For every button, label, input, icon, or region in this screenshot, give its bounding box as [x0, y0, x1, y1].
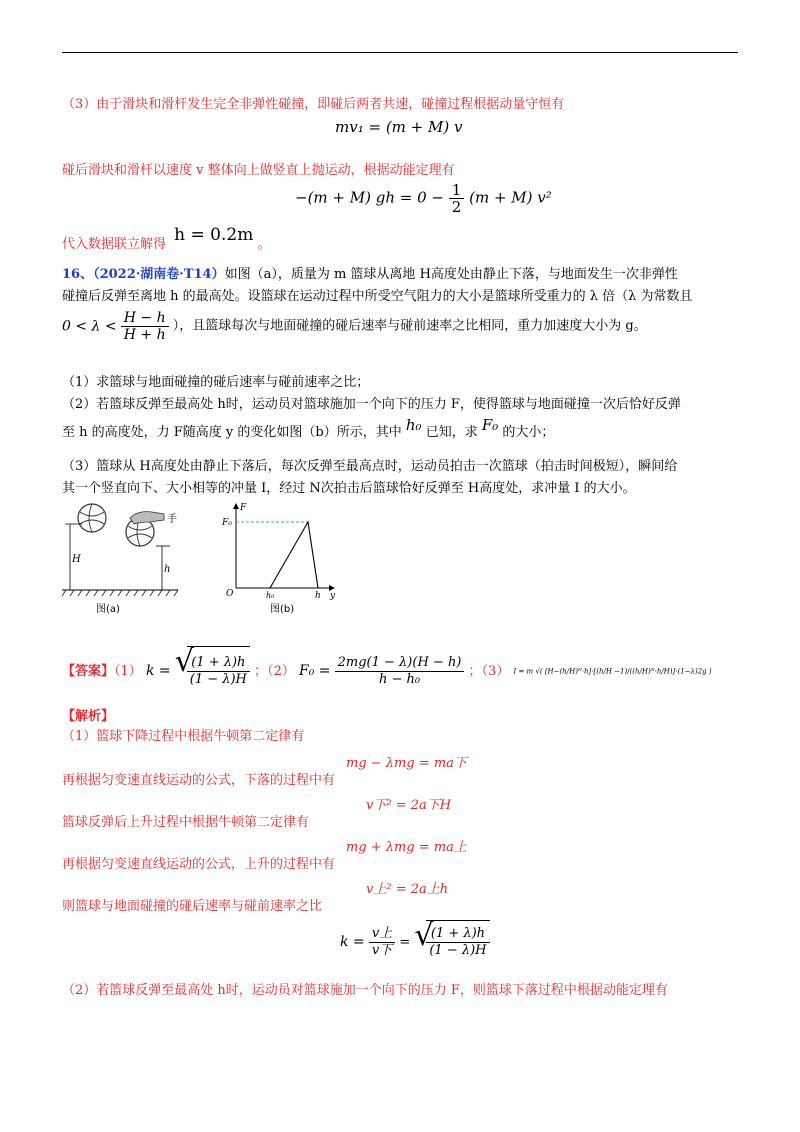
analysis-s3	[62, 812, 738, 834]
answer-p2: （2）	[267, 664, 295, 679]
force-curve	[270, 522, 318, 588]
label-h0: h₀	[266, 591, 275, 600]
figure-b	[220, 500, 350, 620]
label-y: y	[330, 591, 336, 601]
answer-tag: 【答案】	[62, 664, 115, 679]
prev-eq-momentum	[335, 118, 462, 136]
analysis-s2	[62, 770, 738, 792]
answer-F0-n: 2mg(1 − λ)(H − h)	[335, 655, 465, 672]
analysis-s6	[62, 980, 738, 1002]
basketball-icon	[78, 504, 106, 532]
analysis-s1	[62, 726, 738, 748]
analysis-k-eq: =	[399, 935, 411, 950]
part3-prev-eq1: mv₁ = (m + M) v	[335, 118, 463, 136]
question-2a	[62, 394, 738, 416]
prev-part3-line3	[62, 225, 738, 256]
analysis-k-left: k =	[340, 934, 365, 950]
problem-q2b-F0: F₀	[481, 416, 499, 434]
analysis-e3: mg + λmg = ma上	[346, 840, 467, 855]
problem-stem3: ），且篮球每次与地面碰撞的碰后速率与碰前速率之比相同，重力加速度大小为 g。	[172, 318, 647, 334]
question-3b	[62, 478, 738, 500]
label-O: O	[226, 589, 234, 599]
problem-cond-n: H − h	[121, 310, 169, 327]
problem-cond-d: H + h	[123, 327, 166, 343]
answer-p3: （3）	[481, 664, 510, 679]
answer-F0-left: F₀ =	[298, 663, 331, 679]
answer-p1: （1）	[114, 664, 142, 679]
analysis-s6: （2）若篮球反弹至最高处 h时，运动员对篮球施加一个向下的压力 F，则篮球下落过程中根据动能定理有	[62, 983, 668, 998]
part3-prev-line1: （3）由于滑块和滑杆发生完全非弹性碰撞，即碰后两者共速，碰撞过程根据动量守恒有	[62, 97, 565, 112]
analysis-s1: （1）篮球下降过程中根据牛顿第二定律有	[62, 729, 305, 744]
analysis-k-ratio: k = $\frac{\text{v上}}{\text{v下}}$ = √ $\frac{(1 + \lambda)h}{(1 - \lambda)H}$	[340, 920, 490, 964]
answer-k-left: k =	[145, 663, 171, 679]
analysis-e4: v上² = 2a上h	[366, 882, 449, 897]
problem-cond-left: 0 < λ <	[62, 318, 117, 335]
label-H: H	[72, 554, 81, 565]
problem-q3a: （3）篮球从 H高度处由静止下落后，每次反弹至最高点时，运动员拍击一次篮球（拍击时间极短），瞬间给	[62, 459, 678, 474]
prev-result: h = 0.2m	[174, 225, 254, 245]
analysis-e1	[346, 752, 467, 771]
answer-k-n: (1 + λ)h	[187, 655, 250, 672]
part3-prev-eq2-frac-d: 2	[451, 198, 462, 216]
part3-prev-eq2-frac-n: 1	[449, 182, 465, 199]
header-rule	[62, 52, 738, 53]
analysis-k-v-d: v下	[371, 943, 393, 958]
question-2b	[62, 416, 738, 444]
problem-stem-line3	[62, 310, 738, 354]
label-F0: F₀	[222, 518, 232, 528]
figure-a	[60, 500, 190, 620]
analysis-e3	[346, 836, 467, 855]
analysis-s5: 则篮球与地面碰撞的碰后速率与碰前速率之比	[62, 899, 323, 914]
figure-a-caption: 图(a)	[96, 604, 120, 615]
label-F: F	[240, 503, 247, 513]
analysis-e4	[366, 878, 448, 897]
analysis-s4	[62, 854, 738, 876]
part3-prev-line2: 碰后滑块和滑杆以速度 v 整体向上做竖直上抛运动，根据动能定理有	[62, 163, 455, 178]
problem-q2a: （2）若篮球反弹至最高处 h时，运动员对篮球施加一个向下的压力 F，使得篮球与地面碰撞一次后恰好反弹	[62, 397, 681, 412]
part3-prev-line3: 代入数据联立解得	[62, 237, 167, 252]
part3-prev-result-end: 。	[257, 237, 271, 252]
answer-sep2: ；	[468, 664, 482, 679]
question-1	[62, 372, 738, 394]
problem-stem-line2	[62, 286, 738, 308]
label-h-axis: h	[315, 591, 321, 601]
prev-part3-line2	[62, 160, 738, 182]
ground-hatch	[62, 590, 178, 596]
basketball-with-hand-icon	[126, 512, 164, 546]
answer-k-d: (1 − λ)H	[189, 672, 247, 687]
problem-source: （2022·湖南卷·T14）	[93, 267, 225, 282]
problem-q1: （1）求篮球与地面碰撞的碰后速率与碰前速率之比；	[62, 375, 370, 390]
part3-prev-eq2-left: −(m + M) gh = 0 −	[295, 188, 444, 207]
question-3a	[62, 456, 738, 478]
problem-q3b: 其一个竖直向下、大小相等的冲量 I，经过 N次拍击后篮球恰好反弹至 H高度处，求冲量 I 的大小。	[62, 481, 636, 496]
answer-F0-d: h − h₀	[378, 672, 421, 687]
analysis-s4: 再根据匀变速直线运动的公式，上升的过程中有	[62, 857, 336, 872]
analysis-k-n: (1 + λ)h	[426, 926, 489, 943]
analysis-s5	[62, 896, 738, 918]
problem-stem-line1	[62, 264, 738, 286]
prev-eq-energy	[295, 182, 552, 215]
analysis-e2: v下² = 2a下H	[366, 798, 452, 813]
answer-line: 【答案】（1） k = √ $\frac{(1 + \lambda)h}{(1 - \lambda)H}$ ；（2） F₀ = $\frac{2mg(1 - \lambda)(H - h)}{\text{h − h₀}}$ ；（3） I = m √( [H−(h/H)ᴺ·h]·[(h/H −1)/((h/H)ᴺ·h/H)]·(1−λ)2g )	[62, 646, 738, 696]
figure-b-caption: 图(b)	[270, 604, 295, 615]
problem-q2b-3: 的大小；	[502, 425, 555, 440]
analysis-s3: 篮球反弹后上升过程中根据牛顿第二定律有	[62, 815, 310, 830]
label-h: h	[164, 564, 171, 575]
analysis-k-v-n: v上	[369, 926, 395, 943]
prev-part3-line1	[62, 94, 738, 116]
problem-stem2: 碰撞后反弹至离地 h 的最高处。设篮球在运动过程中所受空气阻力的大小是篮球所受重力的 λ 倍（λ 为常数且	[62, 289, 693, 304]
hand-label: 手	[167, 514, 177, 525]
answer-I-expression: I = m √( [H−(h/H)ᴺ·h]·[(h/H −1)/((h/H)ᴺ·h/H)]·(1−λ)2g )	[513, 667, 712, 676]
analysis-tag	[62, 706, 738, 728]
problem-q2b-h0: h₀	[405, 416, 422, 434]
analysis-e1: mg − λmg = ma下	[346, 756, 467, 771]
problem-q2b-1: 至 h 的高度处，力 F随高度 y 的变化如图（b）所示，其中	[62, 425, 402, 440]
analysis-k-d: (1 − λ)H	[429, 943, 487, 958]
problem-stem1: 如图（a），质量为 m 篮球从离地 H高度处由静止下落，与地面发生一次非弹性	[224, 267, 678, 282]
analysis-tag: 【解析】	[62, 709, 115, 724]
analysis-e2	[366, 794, 451, 813]
answer-sep1: ；	[254, 664, 268, 679]
part3-prev-eq2-right: (m + M) v²	[469, 188, 552, 207]
problem-q2b-2: 已知，求	[425, 425, 478, 440]
problem-number: 16、	[62, 267, 94, 282]
analysis-s2: 再根据匀变速直线运动的公式，下落的过程中有	[62, 773, 336, 788]
